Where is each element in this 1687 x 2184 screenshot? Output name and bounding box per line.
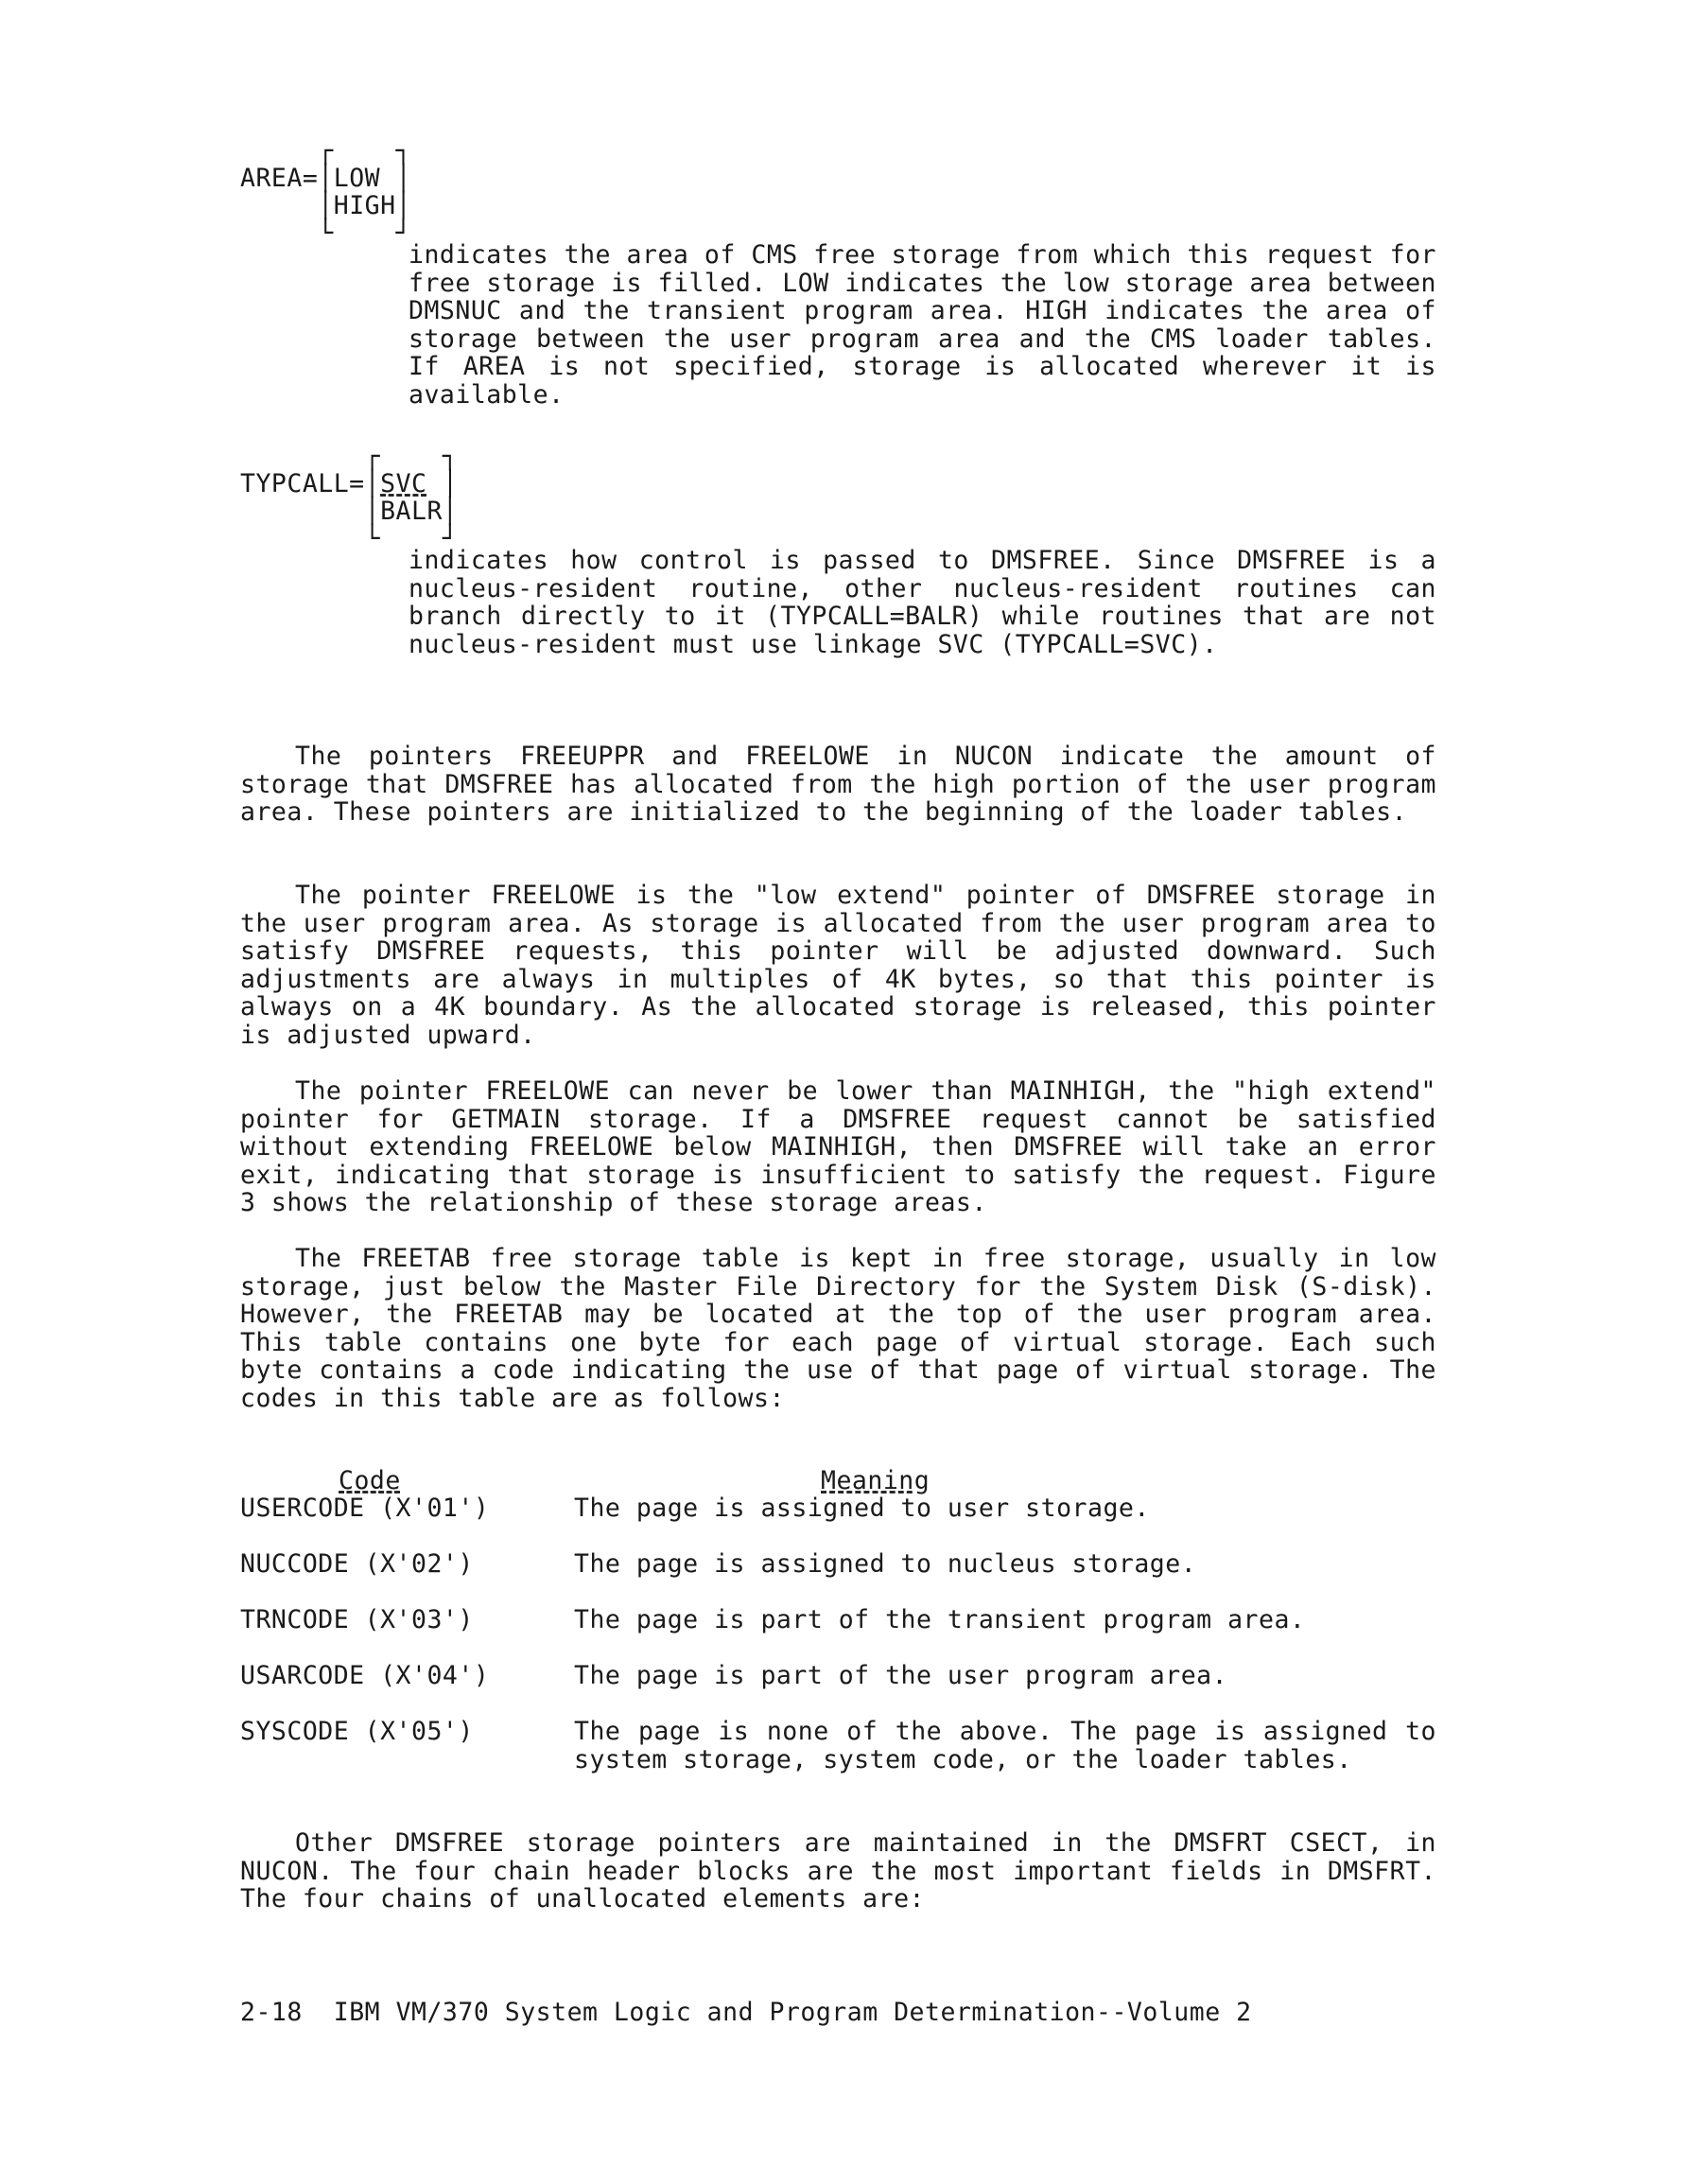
typcall-description: indicates how control is passed to DMSFREE. Since DMSFREE is a nucleus-resident routine, other nucleus-resident routines can branch directly to it (TYPCALL=BALR) while routines that are not nucleus-resident must use linkage SVC (TYPCALL=SVC).: [409, 546, 1436, 659]
area-bracket-top: ┌ ┐: [240, 136, 411, 166]
typcall-choice-svc: SVC: [380, 469, 427, 498]
code-name: SYSCODE (X'05'): [240, 1717, 474, 1746]
bracket-bar: │: [426, 469, 459, 498]
area-bracket-bottom: └ ┘: [240, 218, 411, 248]
area-choice-low: LOW: [333, 164, 381, 193]
paragraph-5: Other DMSFREE storage pointers are maintained in the DMSFRT CSECT, in NUCON. The four chain header blocks are the most important fields in DMSFRT. The four chains of unallocated elements are:: [240, 1828, 1436, 1914]
code-meaning: The page is none of the above. The page is assigned to system storage, system code, or the loader tables.: [574, 1717, 1436, 1774]
paragraph-1: The pointers FREEUPPR and FREELOWE in NUCON indicate the amount of storage that DMSFREE has allocated from the high portion of the user program area. These pointers are initialized to the beginning of the loader tables.: [240, 742, 1436, 828]
bracket-bar: │: [442, 497, 459, 526]
typcall-bracket-top: ┌ ┐: [240, 442, 459, 471]
code-name: NUCCODE (X'02'): [240, 1549, 474, 1579]
area-choice-high: HIGH: [333, 191, 396, 220]
paragraph-2: The pointer FREELOWE is the "low extend" pointer of DMSFREE storage in the user program area. As storage is allocated from the user program area to satisfy DMSFREE requests, this pointer will be adjusted downward. Such adjustments are always in multiples of 4K bytes, so that this pointer is always on a 4K boundary. As the allocated storage is released, this pointer is adjusted upward.: [240, 881, 1436, 1050]
page-footer: [240, 1999, 1252, 2026]
typcall-bracket-bottom: └ ┘: [240, 524, 459, 553]
bracket-bar: │: [380, 164, 412, 193]
area-description: indicates the area of CMS free storage from which this request for free storage is filled. LOW indicates the low storage area between DMSNUC and the transient program area. HIGH indicates the area of storage between the user program area and the CMS loader tables. If AREA is not specified, storage is allocated wherever it is available.: [409, 240, 1436, 410]
typcall-keyword: TYPCALL=: [240, 469, 365, 498]
bracket-bar: │: [240, 497, 381, 526]
meaning-column-header: Meaning: [821, 1466, 930, 1495]
code-column-header: Code: [339, 1466, 401, 1495]
bracket-bar: │: [240, 191, 334, 220]
code-name: USERCODE (X'01'): [240, 1494, 490, 1523]
paragraph-4: The FREETAB free storage table is kept in free storage, usually in low storage, just below the Master File Directory for the System Disk (S-disk). However, the FREETAB may be located at the top of the user program area. This table contains one byte for each page of virtual storage. Each such byte contains a code indicating the use of that page of virtual storage. The codes in this table are as follows:: [240, 1244, 1436, 1413]
code-meaning: The page is part of the transient program area.: [574, 1605, 1306, 1634]
code-meaning: The page is part of the user program area.: [574, 1661, 1228, 1690]
code-name: USARCODE (X'04'): [240, 1661, 490, 1690]
code-meaning: The page is assigned to nucleus storage.: [574, 1549, 1197, 1579]
area-keyword: AREA=: [240, 164, 319, 193]
bracket-bar: │: [395, 191, 412, 220]
typcall-option-block: [240, 443, 458, 552]
code-meaning: The page is assigned to user storage.: [574, 1494, 1150, 1523]
paragraph-3: The pointer FREELOWE can never be lower than MAINHIGH, the "high extend" pointer for GETMAIN storage. If a DMSFREE request cannot be satisfied without extending FREELOWE below MAINHIGH, then DMSFREE will take an error exit, indicating that storage is insufficient to satisfy the request. Figure 3 shows the relationship of these storage areas.: [240, 1076, 1436, 1218]
bracket-bar: │: [364, 469, 381, 498]
code-name: TRNCODE (X'03'): [240, 1605, 474, 1634]
typcall-choice-balr: BALR: [380, 497, 443, 526]
footer-title: IBM VM/370 System Logic and Program Determination--Volume 2: [333, 1998, 1252, 2027]
page-number: 2-18: [240, 1998, 303, 2027]
area-option-block: [240, 137, 411, 247]
bracket-bar: │: [318, 164, 334, 193]
